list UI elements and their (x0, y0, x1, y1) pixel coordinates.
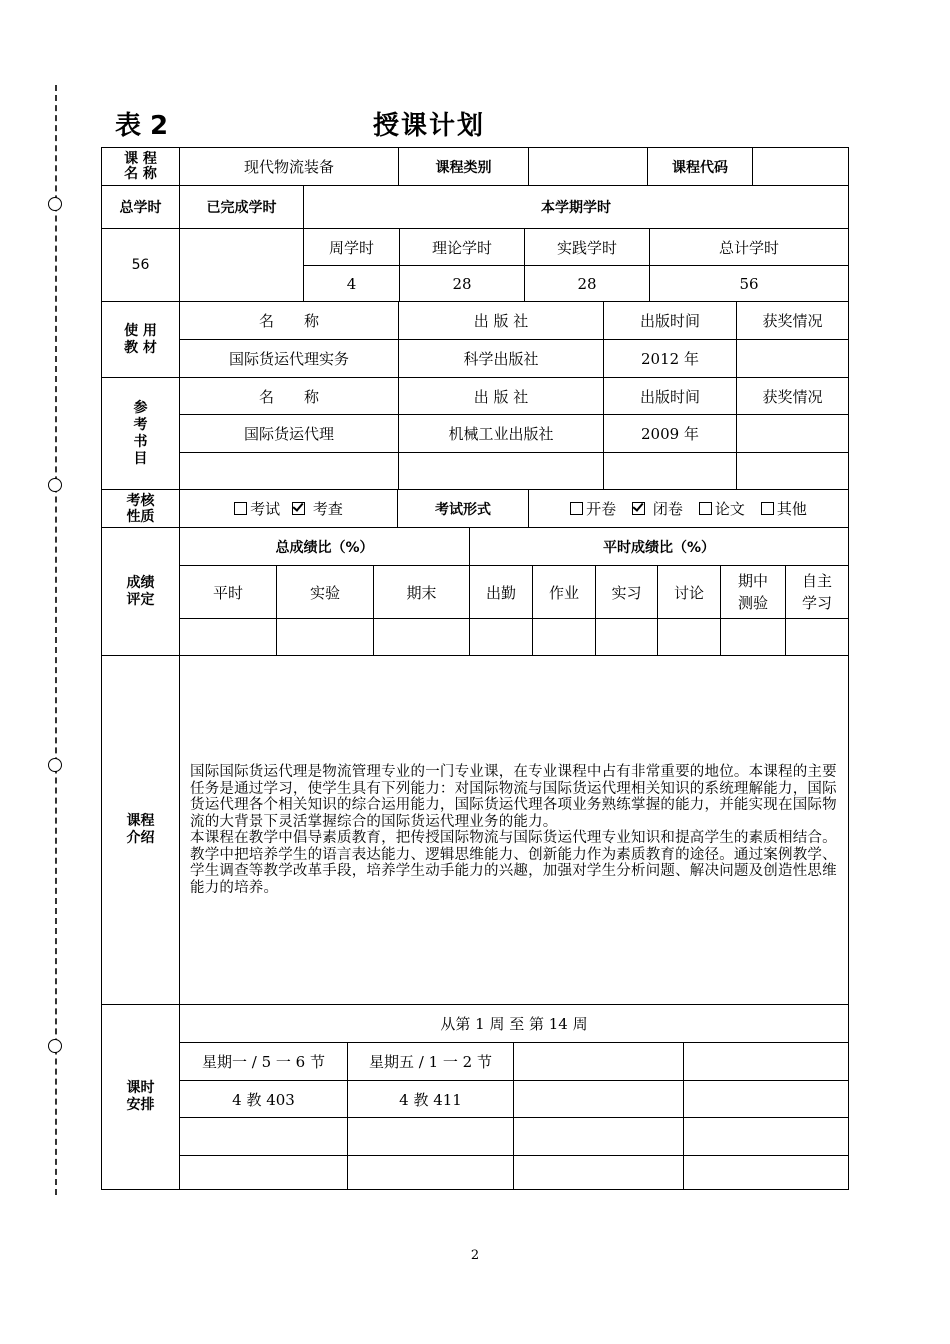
course-name: 现代物流装备 (179, 148, 398, 185)
closed-book-option[interactable]: 闭卷 (632, 498, 683, 519)
grading-value (595, 619, 657, 655)
check-option[interactable]: 考查 (292, 498, 343, 519)
grading-col: 出勤 (469, 566, 532, 618)
checkbox-icon (570, 502, 583, 515)
grading-value (469, 619, 532, 655)
exam-form-label: 考试形式 (397, 490, 528, 527)
grading-col: 实习 (595, 566, 657, 618)
hours-header-row (102, 185, 848, 228)
other-option[interactable]: 其他 (761, 498, 807, 519)
intro-text (179, 656, 848, 1004)
course-code (752, 148, 848, 185)
binding-line (55, 85, 57, 1195)
practice-hours-label: 实践学时 (524, 229, 649, 265)
assessment-label: 考核 性质 (126, 492, 155, 525)
textbook-grid (179, 302, 848, 377)
textbook-date-header: 出版时间 (603, 302, 736, 339)
schedule-room (513, 1081, 683, 1117)
reference-row (102, 377, 848, 489)
open-book-option[interactable]: 开卷 (570, 498, 616, 519)
plan-table (101, 147, 849, 1190)
textbook-name-header: 名 称 (258, 312, 319, 330)
grading-value (276, 619, 373, 655)
intro-paragraph: 本课程在教学中倡导素质教育，把传授国际物流与国际货运代理专业知识和提高学生的素质相结合。教学中把培养学生的语言表达能力、逻辑思维能力、创新能力作为素质教育的途径。通过案例教学、学生调查等教学改革手段，培养学生动手能力的兴趣，加强对学生分析问题、解决问题及创造性思维能力的培养。 (190, 830, 837, 896)
reference-grid (179, 378, 848, 489)
schedule-slot (513, 1043, 683, 1080)
grading-col: 实验 (276, 566, 373, 618)
grading-col: 期中 测验 (720, 566, 785, 618)
checkbox-icon (699, 502, 712, 515)
practice-hours: 28 (524, 266, 649, 301)
schedule-slot: 星期五 / 1 一 2 节 (347, 1043, 513, 1080)
schedule-slot: 星期一 / 5 一 6 节 (202, 1053, 325, 1071)
schedule-empty-cell (347, 1118, 513, 1155)
course-row (102, 148, 848, 185)
semester-hours-grid (303, 229, 848, 301)
reference-award-header: 获奖情况 (736, 378, 848, 414)
grading-value (657, 619, 720, 655)
textbook-publisher: 科学出版社 (398, 340, 603, 377)
grading-col: 作业 (532, 566, 595, 618)
schedule-empty-cell (513, 1156, 683, 1189)
total-ratio-header: 总成绩比（%） (275, 539, 374, 556)
schedule-slot (683, 1043, 848, 1080)
schedule-empty-cell (180, 1118, 347, 1155)
paper-option[interactable]: 论文 (699, 498, 745, 519)
grading-col: 期末 (373, 566, 469, 618)
schedule-empty-cell (180, 1156, 347, 1189)
reference-publisher-header: 出 版 社 (398, 378, 603, 414)
schedule-room (683, 1081, 848, 1117)
grading-value (532, 619, 595, 655)
done-hours-label: 已完成学时 (179, 186, 303, 228)
reference-publisher: 机械工业出版社 (398, 415, 603, 452)
textbook-award-header: 获奖情况 (736, 302, 848, 339)
grading-col: 自主 学习 (785, 566, 848, 618)
intro-paragraph: 国际国际货运代理是物流管理专业的一门专业课，在专业课程中占有非常重要的地位。本课程的主要任务是通过学习，使学生具有下列能力：对国际物流与国际货运代理相关知识的系统理解能力，国际货运代理各个相关知识的综合运用能力，国际货运代理各项业务熟练掌握的能力，并能实现在国际物流的大背景下灵活掌握综合的国际货运代理业务的能力。 (190, 764, 837, 830)
checkbox-icon (234, 502, 247, 515)
checked-checkbox-icon (292, 502, 305, 515)
checkbox-icon (761, 502, 774, 515)
intro-row (102, 655, 848, 1004)
course-code-label: 课程代码 (647, 148, 752, 185)
hours-values-row (102, 228, 848, 301)
textbook-award (736, 340, 848, 377)
schedule-empty-cell (683, 1156, 848, 1189)
course-name-label: 课 程 名 称 (124, 150, 157, 182)
exam-form-options (528, 490, 848, 527)
grading-grid (179, 528, 848, 655)
reference-name-header: 名 称 (258, 387, 319, 406)
schedule-room: 4 教 403 (232, 1090, 295, 1109)
schedule-empty-cell (347, 1156, 513, 1189)
done-hours (179, 229, 303, 301)
binding-hole (48, 758, 62, 772)
textbook-row (102, 301, 848, 377)
grading-value (180, 619, 276, 655)
grading-label: 成绩 评定 (126, 574, 155, 608)
schedule-empty-cell (513, 1118, 683, 1155)
page-title: 授课计划 (373, 111, 486, 141)
weekly-hours: 4 (346, 274, 357, 293)
assessment-options (179, 490, 397, 527)
theory-hours-label: 理论学时 (399, 229, 524, 265)
grading-value (785, 619, 848, 655)
binding-hole (48, 197, 62, 211)
grading-row (102, 527, 848, 655)
reference-name: 国际货运代理 (243, 425, 334, 443)
assessment-row (102, 489, 848, 527)
checked-checkbox-icon (632, 502, 645, 515)
total-hours-label: 总学时 (119, 200, 162, 216)
textbook-publisher-header: 出 版 社 (398, 302, 603, 339)
binding-hole (48, 1039, 62, 1053)
grading-value (720, 619, 785, 655)
textbook-label: 使 用 教 材 (124, 322, 157, 356)
binding-hole (48, 478, 62, 492)
total-hours: 56 (131, 257, 150, 273)
reference-empty-cell (398, 453, 603, 489)
reference-date-header: 出版时间 (603, 378, 736, 414)
reference-empty-cell (180, 453, 398, 489)
textbook-name: 国际货运代理实务 (228, 350, 349, 368)
usual-ratio-header: 平时成绩比（%） (469, 528, 848, 565)
reference-date: 2009 年 (603, 415, 736, 452)
schedule-room: 4 教 411 (347, 1081, 513, 1117)
grading-col: 平时 (212, 583, 243, 602)
grading-col: 讨论 (657, 566, 720, 618)
schedule-row (102, 1004, 848, 1189)
theory-hours: 28 (399, 266, 524, 301)
intro-label: 课程 介绍 (126, 813, 155, 846)
schedule-weeks: 从第 1 周 至 第 14 周 (440, 1015, 588, 1033)
sum-hours-label: 总计学时 (649, 229, 848, 265)
textbook-date: 2012 年 (603, 340, 736, 377)
table-number: 表 2 (115, 111, 169, 141)
schedule-empty-cell (683, 1118, 848, 1155)
exam-option[interactable]: 考试 (234, 498, 280, 519)
page-number: 2 (470, 1248, 480, 1263)
reference-empty-cell (736, 453, 848, 489)
reference-award (736, 415, 848, 452)
reference-label: 参 考 书 目 (133, 399, 148, 467)
weekly-hours-label: 周学时 (328, 238, 374, 257)
schedule-label: 课时 安排 (126, 1080, 155, 1113)
course-type (528, 148, 647, 185)
schedule-grid (179, 1005, 848, 1189)
course-type-label: 课程类别 (398, 148, 528, 185)
sum-hours: 56 (649, 266, 848, 301)
reference-empty-cell (603, 453, 736, 489)
grading-value (373, 619, 469, 655)
semester-hours-label: 本学期学时 (303, 186, 848, 228)
